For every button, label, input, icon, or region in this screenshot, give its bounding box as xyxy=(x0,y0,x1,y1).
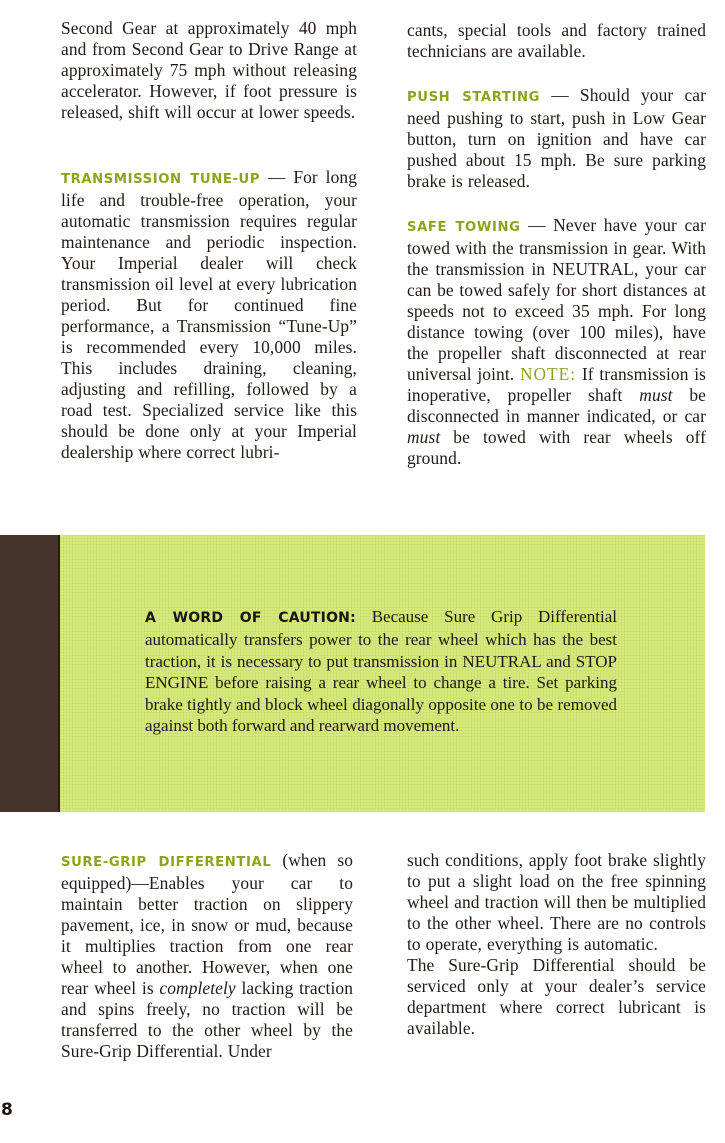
body-safe-towing: Never have your car towed with the transmission in gear. With the transmission in NEUTRAL, your car can be towed safely for short distances at speeds not to exceed 35 mph. For long distance towing (over 100 miles), have the propeller shaft disconnected at rear universal joint. xyxy=(407,215,706,384)
caution-side-strip xyxy=(0,535,60,812)
paragraph-sure-grip-differential xyxy=(61,850,353,1062)
column-bottom-left xyxy=(61,850,353,1062)
body-note: be towed with rear wheels off ground. xyxy=(407,427,706,468)
body-transmission-tune-up: For long life and trouble-free operation, your automatic transmission requires regular maintenance and periodic inspection. Your Imperial dealer will check transmission oil level at every lubrication period. But for continued fine performance, a Transmission “Tune-Up” is recommended every 10,000 miles. This includes draining, cleaning, adjusting and refilling, followed by a road test. Specialized service like this should be done only at your Imperial dealership where correct lubri- xyxy=(61,167,357,462)
paragraph-lubricants-continuation: cants, special tools and factory trained technicians are available. xyxy=(407,20,706,61)
column-bottom-right xyxy=(407,850,706,1039)
caution-heading: A WORD OF CAUTION: xyxy=(145,610,356,626)
paragraph-shift-speeds: Second Gear at approximately 40 mph and from Second Gear to Drive Range at approximately 75 mph without releasing accelerator. However, if foot pressure is released, shift will occur at lower speeds. xyxy=(61,18,357,122)
paragraph-transmission-tune-up xyxy=(61,167,357,463)
caution-callout xyxy=(0,535,705,812)
caution-body: Because Sure Grip Differential automatically transfers power to the rear wheel which has the best traction, it is necessary to put transmission in NEUTRAL and STOP ENGINE before raising a rear wheel to change a tire. Set parking brake tightly and block wheel diagonally opposite one to be removed against both forward and rearward movement. xyxy=(145,607,617,736)
paragraph-sure-grip-service: The Sure-Grip Differential should be serviced only at your dealer’s service department where correct lubricant is available. xyxy=(407,955,706,1038)
note-label: NOTE: xyxy=(519,364,577,384)
body-sure-grip: (when so equipped)—Enables your car to maintain better traction on slippery pavement, ice, in snow or mud, because it multiplies traction from one rear wheel to another. However, when one rear wheel is xyxy=(61,850,353,998)
paragraph-sure-grip-continuation: such conditions, apply foot brake slightly to put a slight load on the free spinning wheel and traction will then be multiplied to the other wheel. There are no controls to operate, everything is automatic. xyxy=(407,850,706,954)
caution-text xyxy=(145,606,617,736)
heading-push-starting: PUSH STARTING xyxy=(407,90,541,105)
paragraph-safe-towing xyxy=(407,215,706,469)
body-push-starting: Should your car need pushing to start, push in Low Gear button, turn on ignition and have car pushed about 15 mph. Be sure parking brake is released. xyxy=(407,85,706,191)
paragraph-push-starting xyxy=(407,85,706,192)
heading-transmission-tune-up: TRANSMISSION TUNE-UP xyxy=(61,172,261,187)
page-number: 8 xyxy=(1,1100,13,1120)
heading-safe-towing: SAFE TOWING xyxy=(407,220,521,235)
heading-sure-grip-differential: SURE-GRIP DIFFERENTIAL xyxy=(61,855,272,870)
column-top-left xyxy=(61,18,357,463)
em-dash: — xyxy=(260,167,294,187)
em-dash: — xyxy=(540,85,580,105)
column-top-right xyxy=(407,20,706,469)
emphasis-must: must xyxy=(407,427,441,447)
body-note: If transmission is inoperative, propeller shaft xyxy=(407,364,707,405)
body-note: be disconnected in manner indicated, or car xyxy=(407,385,707,426)
body-sure-grip: lacking traction and spins freely, no traction will be transferred to the other wheel by the Sure-Grip Differential. Under xyxy=(61,978,353,1061)
emphasis-completely: completely xyxy=(159,978,236,998)
em-dash: — xyxy=(520,215,554,235)
emphasis-must: must xyxy=(639,385,673,405)
